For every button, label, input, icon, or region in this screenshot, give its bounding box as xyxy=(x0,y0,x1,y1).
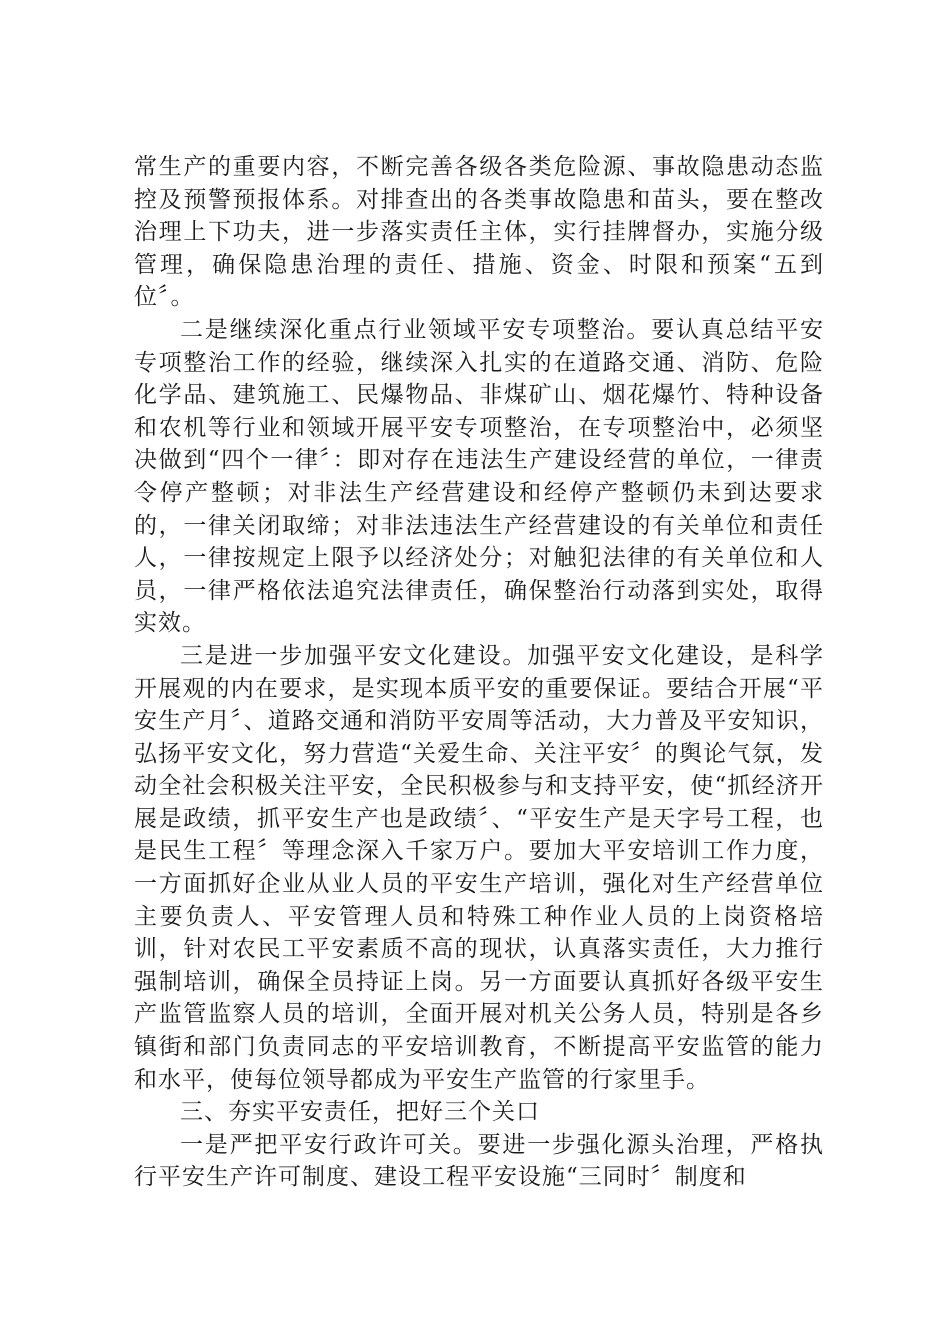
document-body xyxy=(134,151,824,1194)
paragraph-safety-culture: 三是进一步加强平安文化建设。加强平安文化建设，是科学开展观的内在要求，是实现本质平安的重要保证。要结合开展“平安生产月〞、道路交通和消防平安周等活动，大力普及平安知识，弘扬平安文化，努力营造“关爱生命、关注平安〞的舆论气氛，发动全社会积极关注平安，全民积极参与和支持平安，使“抓经济开展是政绩，抓平安生产也是政绩〞、“平安生产是天字号工程，也是民生工程〞等理念深入千家万户。要加大平安培训工作力度，一方面抓好企业从业人员的平安生产培训，强化对生产经营单位主要负责人、平安管理人员和特殊工种作业人员的上岗资格培训，针对农民工平安素质不高的现状，认真落实责任，大力推行强制培训，确保全员持证上岗。另一方面要认真抓好各级平安生产监管监察人员的培训，全面开展对机关公务人员，特别是各乡镇街和部门负责同志的平安培训教育，不断提高平安监管的能力和水平，使每位领导都成为平安生产监管的行家里手。 xyxy=(134,642,824,1093)
paragraph-special-rectification: 二是继续深化重点行业领域平安专项整治。要认真总结平安专项整治工作的经验，继续深入扎实的在道路交通、消防、危险化学品、建筑施工、民爆物品、非煤矿山、烟花爆竹、特种设备和农机等行业和领域开展平安专项整治，在专项整治中，必须坚决做到“四个一律〞：即对存在违法生产建设经营的单位，一律责令停产整顿；对非法生产经营建设和经停产整顿仍未到达要求的，一律关闭取缔；对非法违法生产经营建设的有关单位和责任人，一律按规定上限予以经济处分；对触犯法律的有关单位和人员，一律严格依法追究法律责任，确保整治行动落到实处，取得实效。 xyxy=(134,316,824,637)
paragraph-hazard-monitoring: 常生产的重要内容，不断完善各级各类危险源、事故隐患动态监控及预警预报体系。对排查出的各类事故隐患和苗头，要在整改治理上下功夫，进一步落实责任主体，实行挂牌督办，实施分级管理，确保隐患治理的责任、措施、资金、时限和预案“五到位〞。 xyxy=(134,154,824,311)
paragraph-administrative-permit: 一是严把平安行政许可关。要进一步强化源头治理，严格执行平安生产许可制度、建设工程平安设施“三同时〞制度和 xyxy=(134,1131,824,1191)
section-heading-three: 三、夯实平安责任，把好三个关口 xyxy=(180,1099,540,1126)
